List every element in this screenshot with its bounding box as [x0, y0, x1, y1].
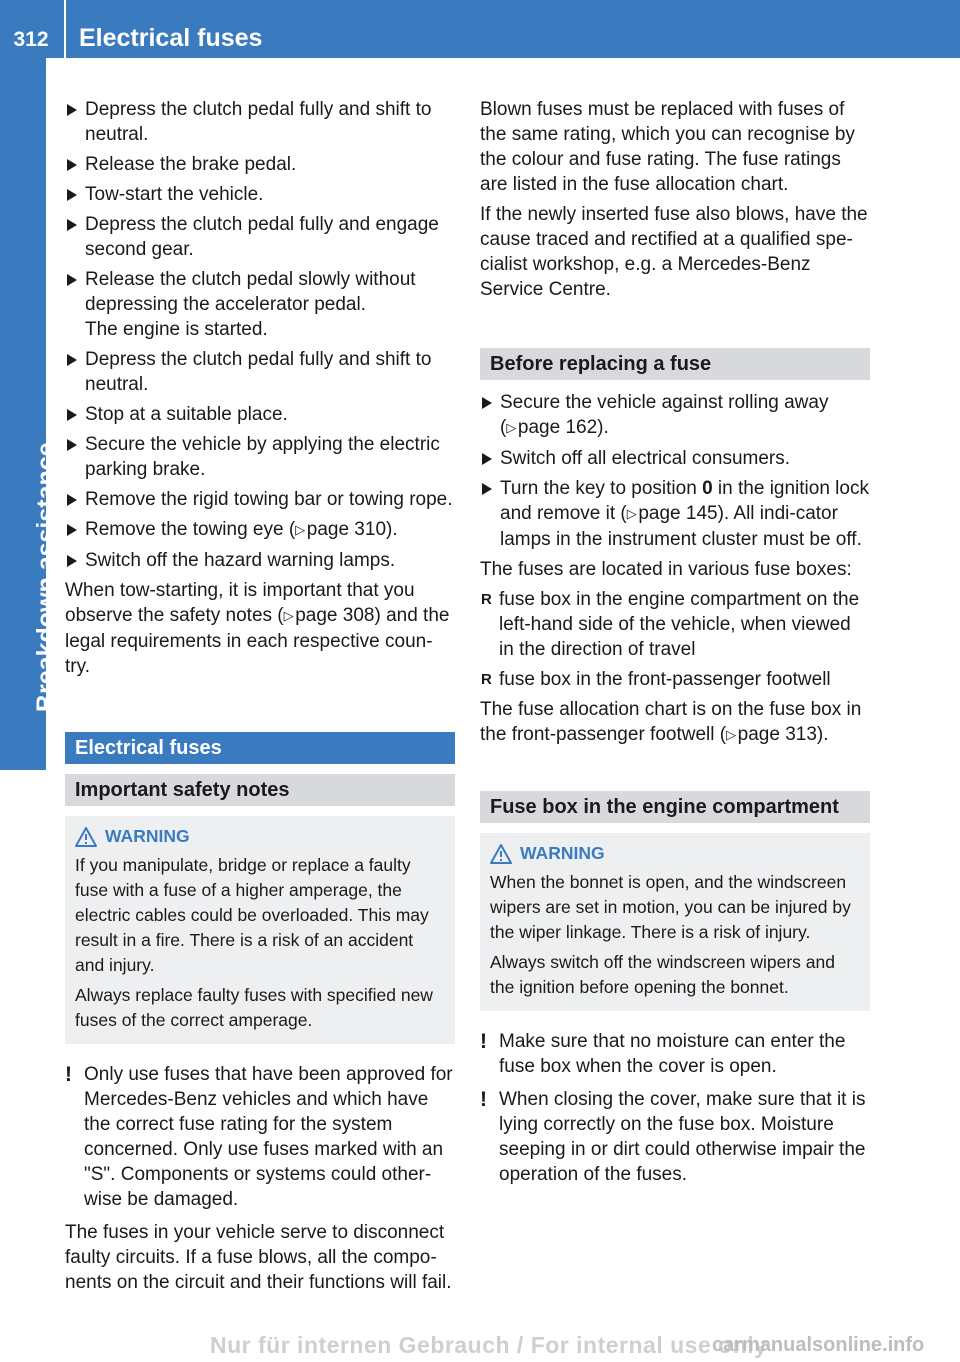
- notice-text: Only use fuses that have been approved for Mercedes-Benz vehicles and which have the correct fuse rating for the system concerned. Only use fuses marked with an "S". Components or systems could other-wise be damaged.: [84, 1064, 453, 1210]
- warning-title: [75, 824, 447, 849]
- step-text: ).: [386, 519, 398, 540]
- page-ref-icon: ▷: [283, 608, 294, 623]
- paragraph-fuses-purpose: The fuses in your vehicle serve to disconnect faulty circuits. If a fuse blows, all the compo-nents on the circuit and their functions will fail.: [65, 1222, 452, 1293]
- page-ref-icon: ▷: [626, 506, 637, 521]
- warning-triangle-icon: [75, 827, 97, 847]
- paragraph-text: When tow-starting, it is important that you observe the safety notes (: [65, 580, 415, 626]
- notice-text: Make sure that no moisture can enter the fuse box when the cover is open.: [499, 1031, 846, 1077]
- watermark-site: carmanualsonline.info: [712, 1334, 925, 1356]
- notice: [480, 1029, 870, 1079]
- step-text: Turn the key to position: [500, 478, 703, 499]
- paragraph-fuse-locations: The fuses are located in various fuse boxes:: [480, 559, 852, 580]
- warning-title: [490, 841, 862, 866]
- subsection-heading-engine-fuse-box: Fuse box in the engine compartment: [480, 791, 870, 823]
- watermark: Nur für internen Gebrauch / For internal use only: [210, 1332, 768, 1358]
- page-title: Electrical fuses: [79, 24, 263, 52]
- paragraph-text: ).: [816, 724, 829, 745]
- step-secure-vehicle: [480, 390, 870, 441]
- step: Switch off all electrical consumers.: [480, 446, 870, 471]
- step-remove-towing-eye: [65, 517, 455, 543]
- step-text: Remove the towing eye (: [85, 519, 296, 540]
- key-position: 0: [702, 478, 713, 499]
- step: Switch off the hazard warning lamps.: [65, 548, 455, 573]
- warning-box: [65, 816, 455, 1044]
- list-item: R fuse box in the front-passenger footwell: [480, 667, 870, 692]
- step-release-clutch: [65, 267, 455, 342]
- right-column: [480, 97, 870, 1195]
- warning-label: WARNING: [520, 843, 605, 863]
- page-ref-icon: ▷: [726, 727, 737, 742]
- step: Depress the clutch pedal fully and shift to neutral.: [65, 97, 455, 147]
- paragraph-text: ) and the legal requirements in each respective coun-try.: [65, 605, 450, 677]
- warning-text: When the bonnet is open, and the windscreen wipers are set in motion, you can be injured by the wiper linkage. There is a risk of injury.: [490, 872, 851, 942]
- page-ref-label: page 145: [638, 503, 718, 524]
- subsection-heading-safety-notes: Important safety notes: [65, 774, 455, 806]
- page-reference[interactable]: [627, 503, 718, 524]
- page-ref-icon: ▷: [295, 522, 306, 537]
- page-reference[interactable]: [506, 417, 597, 438]
- paragraph-blown-fuses: Blown fuses must be replaced with fuses of the same rating, which you can recognise by the colour and fuse rating. The fuse ratings are listed in the fuse allocation chart.: [480, 99, 855, 195]
- left-column: [65, 97, 455, 1300]
- list-item: R fuse box in the engine compartment on the left-hand side of the vehicle, when viewed in the direction of travel: [480, 587, 870, 662]
- step: Depress the clutch pedal fully and engage second gear.: [65, 212, 455, 262]
- step-text: Secure the vehicle against rolling away (: [500, 392, 829, 438]
- step-result: The engine is started.: [85, 319, 268, 340]
- paragraph-tow-starting: [65, 578, 455, 679]
- paragraph-text: The fuse allocation chart is on the fuse box in the front-passenger footwell (: [480, 699, 862, 745]
- step: Release the brake pedal.: [65, 152, 455, 177]
- page-ref-label: page 313: [737, 724, 817, 745]
- notice-text: When closing the cover, make sure that it is lying correctly on the fuse box. Moisture seeping in or dirt could otherwise impair the operation of the fuses.: [499, 1089, 866, 1185]
- step-text: ). All indi-cator lamps in the instrument cluster must be off.: [500, 503, 862, 550]
- warning-text: If you manipulate, bridge or replace a faulty fuse with a fuse of a higher amperage, the electric cables could be overloaded. This may result in a fire. There is a risk of an accident and injury.: [75, 855, 429, 975]
- step-text: Release the clutch pedal slowly without depressing the accelerator pedal.: [85, 269, 416, 315]
- notice-exclamation-icon: !: [65, 1063, 72, 1086]
- section-heading-electrical-fuses: Electrical fuses: [65, 732, 455, 764]
- step: Remove the rigid towing bar or towing rope.: [65, 487, 455, 512]
- page-ref-icon: ▷: [506, 420, 517, 435]
- page-ref-label: page 162: [517, 417, 598, 438]
- page-reference[interactable]: [726, 724, 817, 745]
- page-reference[interactable]: [284, 605, 375, 626]
- notice-exclamation-icon: !: [480, 1088, 487, 1111]
- warning-box: [480, 833, 870, 1011]
- side-tab-label: Breakdown assistance: [32, 442, 60, 712]
- step-text: ).: [597, 417, 609, 438]
- paragraph-allocation-chart: [480, 697, 870, 748]
- notice: [65, 1062, 455, 1212]
- warning-triangle-icon: [490, 844, 512, 864]
- notice: [480, 1087, 870, 1187]
- header-divider: [64, 0, 66, 58]
- page-number: 312: [13, 28, 49, 51]
- step-text: in the ignition lock and remove it (: [500, 478, 869, 524]
- step: Stop at a suitable place.: [65, 402, 455, 427]
- page-ref-label: page 308: [295, 605, 375, 626]
- step: Tow-start the vehicle.: [65, 182, 455, 207]
- paragraph-newly-inserted: If the newly inserted fuse also blows, have the cause traced and rectified at a qualified spe-cialist workshop, e.g. a Mercedes-Benz Service Centre.: [480, 204, 868, 300]
- step: Depress the clutch pedal fully and shift to neutral.: [65, 347, 455, 397]
- step: Secure the vehicle by applying the electric parking brake.: [65, 432, 455, 482]
- page-ref-label: page 310: [306, 519, 387, 540]
- warning-text: Always replace faulty fuses with specified new fuses of the correct amperage.: [75, 985, 433, 1030]
- page-reference[interactable]: [295, 519, 386, 540]
- warning-text: Always switch off the windscreen wipers and the ignition before opening the bonnet.: [490, 952, 835, 997]
- warning-label: WARNING: [105, 826, 190, 846]
- notice-exclamation-icon: !: [480, 1030, 487, 1053]
- subsection-heading-before-replacing: Before replacing a fuse: [480, 348, 870, 380]
- step-turn-key: [480, 476, 870, 552]
